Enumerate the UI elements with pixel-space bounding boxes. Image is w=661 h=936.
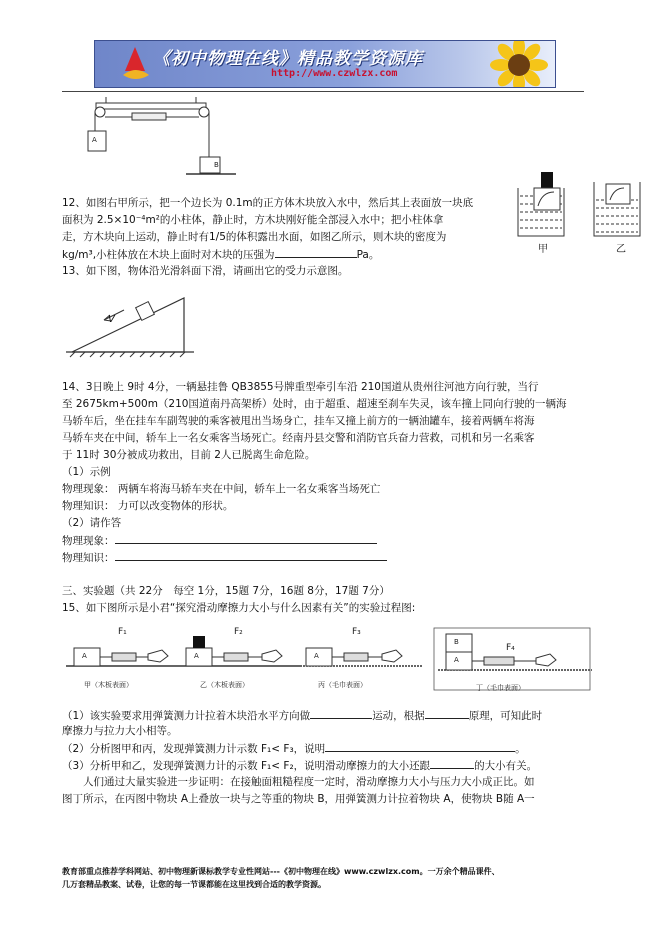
q14-example-title: （1）示例 (62, 466, 111, 478)
caption-bing: 丙（毛巾表面） (318, 681, 367, 689)
exp-block-a-4 (446, 652, 472, 670)
exp-block-b (446, 634, 472, 652)
beakers-figure (514, 170, 648, 242)
force-label-f4: F₄ (506, 643, 515, 653)
pulley-label-a: A (92, 136, 97, 144)
blank-factor[interactable] (430, 758, 474, 769)
force-label-f3: F₃ (352, 627, 361, 637)
extra-weight (193, 636, 205, 648)
blank-motion[interactable] (310, 708, 372, 719)
velocity-label: V (108, 314, 115, 325)
q15-part3: （3）分析甲和乙，发现弹簧测力计的示数 F₁< F₂，说明滑动摩擦力的大小还跟 的大小有关。 (62, 760, 538, 772)
q13-text: 13、如下图，物体沿光滑斜面下滑，请画出它的受力示意图。 (62, 265, 349, 277)
wood-block-jia (534, 188, 560, 210)
fig-label-jia: 甲 (538, 244, 548, 255)
caption-yi: 乙（木板表面） (200, 681, 249, 689)
q14-answer-title: （2）请作答 (62, 517, 122, 529)
q14-line-2: 至 2675km+500m（210国道南丹高架桥）处时，由于超重、超速至刹车失灵，该车撞上同向行驶的一辆海 (62, 398, 567, 410)
hand-icon (382, 650, 402, 662)
answer-knowledge-blank[interactable] (115, 550, 387, 561)
q12-line-1: 12、如图右甲所示，把一个边长为 0.1m的正方体木块放入水中，然后其上表面放一块底 (62, 197, 474, 209)
q14-line-5: 于 11时 30分被成功救出，目前 2人已脱离生命危险。 (62, 449, 316, 461)
q14-line-4: 马轿车夹在中间，轿车上一名女乘客当场死亡。经南丹县交警和消防官兵奋力营救，司机和另一名乘客 (62, 432, 535, 444)
force-label-f1: F₁ (118, 627, 127, 637)
exp-a-label-3: A (314, 652, 319, 660)
blank-principle[interactable] (425, 708, 469, 719)
q14-answer-knowledge: 物理知识： (62, 550, 387, 565)
q15-part4-line1: 人们通过大量实验进一步证明：在接触面粗糙程度一定时，滑动摩擦力大小与压力大小成正比。如 (62, 776, 535, 788)
q14-line-3: 马轿车后，坐在挂车车副驾驶的乘客被甩出当场身亡，挂车又撞上前方的一辆油罐车，接着两辆车将海 (62, 415, 535, 427)
header-rule (62, 91, 584, 92)
force-label-f2: F₂ (234, 627, 243, 637)
answer-phenomenon-blank[interactable] (115, 533, 377, 544)
small-pillar (541, 172, 553, 188)
exp-block-a-1 (74, 648, 100, 666)
q14-example-knowledge: 物理知识： 力可以改变物体的形状。 (62, 500, 234, 512)
weight-block-a (88, 131, 106, 151)
q12-line-2: 面积为 2.5×10⁻⁴m²的小柱体，静止时，方木块刚好能全部浸入水中；把小柱体拿 (62, 214, 444, 226)
exp-a-label-1: A (82, 652, 87, 660)
wood-block-yi (606, 184, 630, 204)
q14-example-phenomenon: 物理现象： 两辆车将海马轿车夹在中间，轿车上一名女乘客当场死亡 (62, 483, 381, 495)
exp-block-a-3 (306, 648, 332, 666)
footer-line-1: 教育部重点推荐学科网站、初中物理新课标教学专业性网站---《初中物理在线》www.czwlzx.com。一万余个精品课件、 (62, 867, 500, 876)
q15-part2: （2）分析图甲和丙，发现弹簧测力计示数 F₁< F₃，说明 。 (62, 743, 526, 755)
pulley-figure (86, 95, 236, 195)
q15-part1-cont: 摩擦力与拉力大小相等。 (62, 725, 178, 737)
q12-line-3: 走，方木块向上运动，静止时有1/5的体积露出水面，如图乙所示，则木块的密度为 (62, 231, 447, 243)
banner-title: 《初中物理在线》精品教学资源库 (153, 49, 423, 69)
exp-a-label-4: A (454, 656, 459, 664)
incline-figure (66, 294, 196, 364)
q15-part1: （1）该实验要求用弹簧测力计拉着木块沿水平方向做 运动，根据 原理，可知此时 (62, 710, 543, 722)
q15-intro: 15、如下图所示是小君“探究滑动摩擦力大小与什么因素有关”的实验过程图: (62, 602, 416, 614)
banner-url[interactable]: http://www.czwlzx.com (271, 68, 398, 79)
fig-label-yi: 乙 (616, 244, 626, 255)
exp-block-a-2 (186, 648, 212, 666)
pulley-label-b: B (214, 161, 219, 169)
site-logo-icon (121, 45, 151, 83)
exp-b-label: B (454, 638, 459, 646)
q12-blank-pressure[interactable] (275, 247, 357, 258)
site-banner (94, 40, 556, 88)
exp-a-label-2: A (194, 652, 199, 660)
q12-line-4: kg/m³,小柱体放在木块上面时对木块的压强为 Pa。 (62, 249, 380, 261)
hand-icon (536, 654, 556, 666)
q14-answer-phenomenon: 物理现象： (62, 533, 377, 548)
q15-part4-line2: 图丁所示，在丙图中物块 A上叠放一块与之等重的物块 B，用弹簧测力计拉着物块 A，使物块 B随 A一 (62, 793, 535, 805)
caption-jia: 甲（木板表面） (84, 681, 133, 689)
caption-ding: 丁（毛巾表面） (476, 684, 525, 692)
q14-line-1: 14、3日晚上 9时 4分，一辆悬挂鲁 QB3855号牌重型牵引车沿 210国道从贵州往河池方向行驶，当行 (62, 381, 539, 393)
sunflower-icon (479, 40, 556, 88)
blank-conclusion-2[interactable] (325, 741, 515, 752)
hand-icon (148, 650, 168, 662)
section3-heading: 三、实验题（共 22分 每空 1分，15题 7分，16题 8分，17题 7分） (62, 585, 390, 597)
footer-line-2: 几万套精品教案、试卷，让您的每一节课都能在这里找到合适的教学资源。 (62, 880, 326, 889)
hand-icon (262, 650, 282, 662)
